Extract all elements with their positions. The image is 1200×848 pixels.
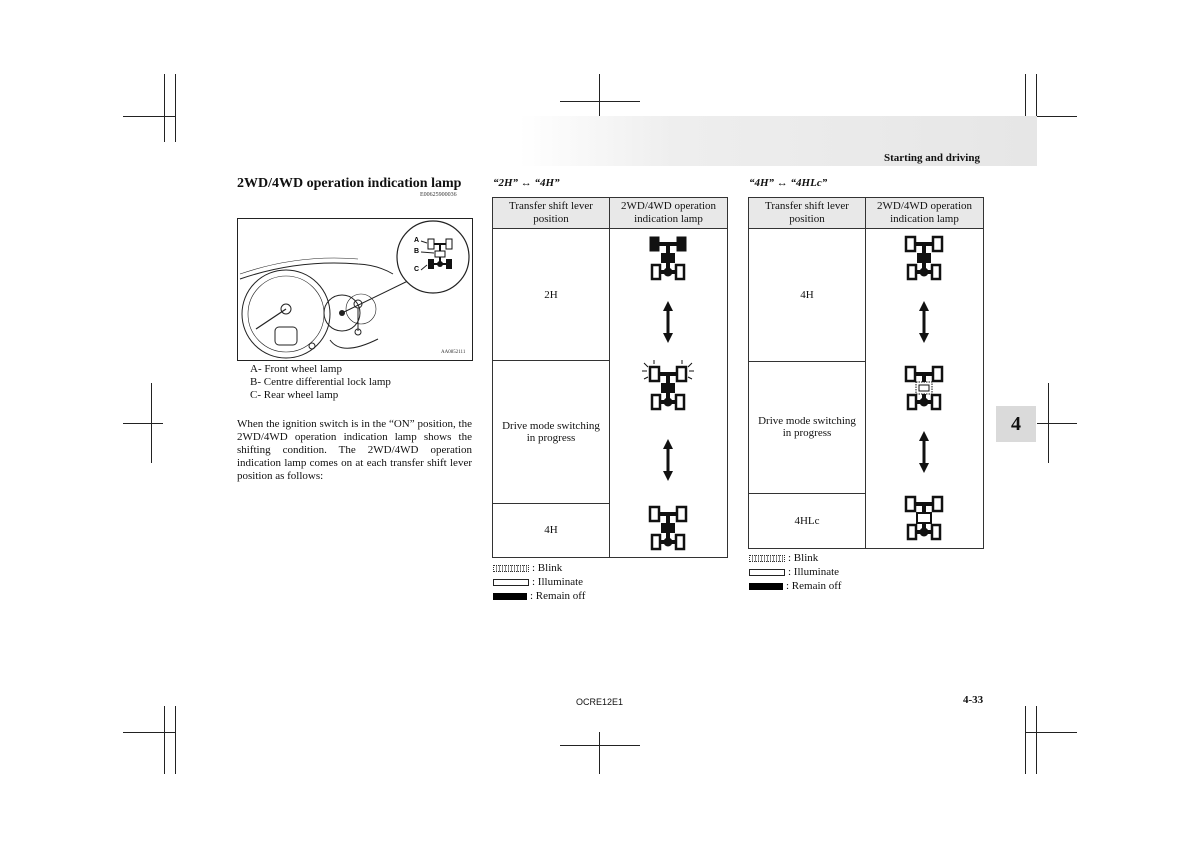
- double-arrow-icon: [663, 301, 673, 343]
- table1-lamp-sequence: [610, 229, 727, 554]
- table1-row-switching: Drive mode switching in progress: [493, 361, 610, 503]
- key-illuminate: : Illuminate: [788, 566, 840, 578]
- instrument-cluster-illustration: [238, 219, 472, 360]
- key-blink: : Blink: [532, 562, 563, 574]
- crop-mark: [164, 706, 165, 774]
- footer-code: OCRE12E1: [576, 697, 624, 707]
- lamp-switching-icon: [642, 360, 694, 409]
- illuminate-swatch: [493, 579, 529, 586]
- body-paragraph: When the ignition switch is in the “ON” position, the 2WD/4WD operation indication lamp shows the shifting condition. The 2WD/4WD operation indication lamp comes on at each transfer shift lever position as follows:: [237, 418, 472, 482]
- off-swatch: [749, 583, 783, 590]
- legend-item-b: B- Centre differential lock lamp: [250, 376, 391, 388]
- table2: [748, 197, 984, 549]
- table2-row-4h: 4H: [749, 229, 866, 362]
- table1-row-4h: 4H: [493, 503, 610, 558]
- crop-mark: [123, 423, 163, 424]
- legend-item-c: C- Rear wheel lamp: [250, 389, 339, 401]
- crop-mark: [599, 732, 600, 774]
- blink-swatch: [493, 565, 529, 572]
- table1-header-position: Transfer shift lever position: [493, 198, 610, 229]
- crop-mark: [1048, 383, 1049, 463]
- crop-mark: [151, 383, 152, 463]
- double-arrow-icon: [663, 439, 673, 481]
- lamp-2h-icon: [650, 237, 686, 279]
- table2-caption: “4H” ↔ “4HLc”: [749, 177, 828, 189]
- table1-key: [493, 561, 585, 603]
- legend-item-a: A- Front wheel lamp: [250, 363, 342, 375]
- table2-key: [749, 551, 841, 593]
- crop-mark: [175, 706, 176, 774]
- lamp-4h-icon: [650, 507, 686, 549]
- table2-lamp-column: [866, 229, 984, 549]
- illuminate-swatch: [749, 569, 785, 576]
- crop-mark: [560, 101, 640, 102]
- callout-b: B: [414, 248, 420, 255]
- crop-mark: [1037, 423, 1077, 424]
- chapter-tab: 4: [996, 406, 1036, 442]
- table2-row-switching: Drive mode switching in progress: [749, 361, 866, 494]
- key-off: : Remain off: [786, 580, 842, 592]
- table2-header-position: Transfer shift lever position: [749, 198, 866, 229]
- section-title: Starting and driving: [884, 152, 980, 164]
- crop-mark: [1025, 732, 1077, 733]
- figure-code: AA0852111: [441, 350, 466, 355]
- double-arrow-icon: [919, 301, 929, 343]
- crop-mark: [1025, 706, 1026, 774]
- crop-mark: [1036, 706, 1037, 774]
- lamp-4hlc-icon: [906, 497, 942, 539]
- table1-lamp-column: [610, 229, 728, 558]
- table2-header-lamp: 2WD/4WD operation indication lamp: [866, 198, 984, 229]
- off-swatch: [493, 593, 527, 600]
- crop-mark: [123, 116, 175, 117]
- doc-code: E00625900036: [420, 192, 457, 198]
- lamp-switching-icon: [906, 367, 942, 409]
- callout-a: A: [414, 237, 420, 244]
- lamp-4h-icon: [906, 237, 942, 279]
- figure-legend: [250, 363, 391, 402]
- crop-mark: [164, 74, 165, 142]
- double-arrow-icon: [919, 431, 929, 473]
- table2-row-4hlc: 4HLc: [749, 494, 866, 549]
- crop-mark: [123, 732, 175, 733]
- table1-caption: “2H” ↔ “4H”: [493, 177, 560, 189]
- crop-mark: [560, 745, 640, 746]
- crop-mark: [175, 74, 176, 142]
- key-blink: : Blink: [788, 552, 819, 564]
- blink-swatch: [749, 555, 785, 562]
- key-illuminate: : Illuminate: [532, 576, 584, 588]
- callout-c: C: [414, 266, 420, 273]
- page-number: 4-33: [963, 694, 984, 706]
- table1-row-2h: 2H: [493, 229, 610, 361]
- dashboard-figure: [237, 218, 473, 361]
- table1-header-lamp: 2WD/4WD operation indication lamp: [610, 198, 728, 229]
- key-off: : Remain off: [530, 590, 586, 602]
- table2-lamp-sequence: [866, 229, 983, 545]
- table1: [492, 197, 728, 558]
- page-title: 2WD/4WD operation indication lamp: [237, 176, 462, 191]
